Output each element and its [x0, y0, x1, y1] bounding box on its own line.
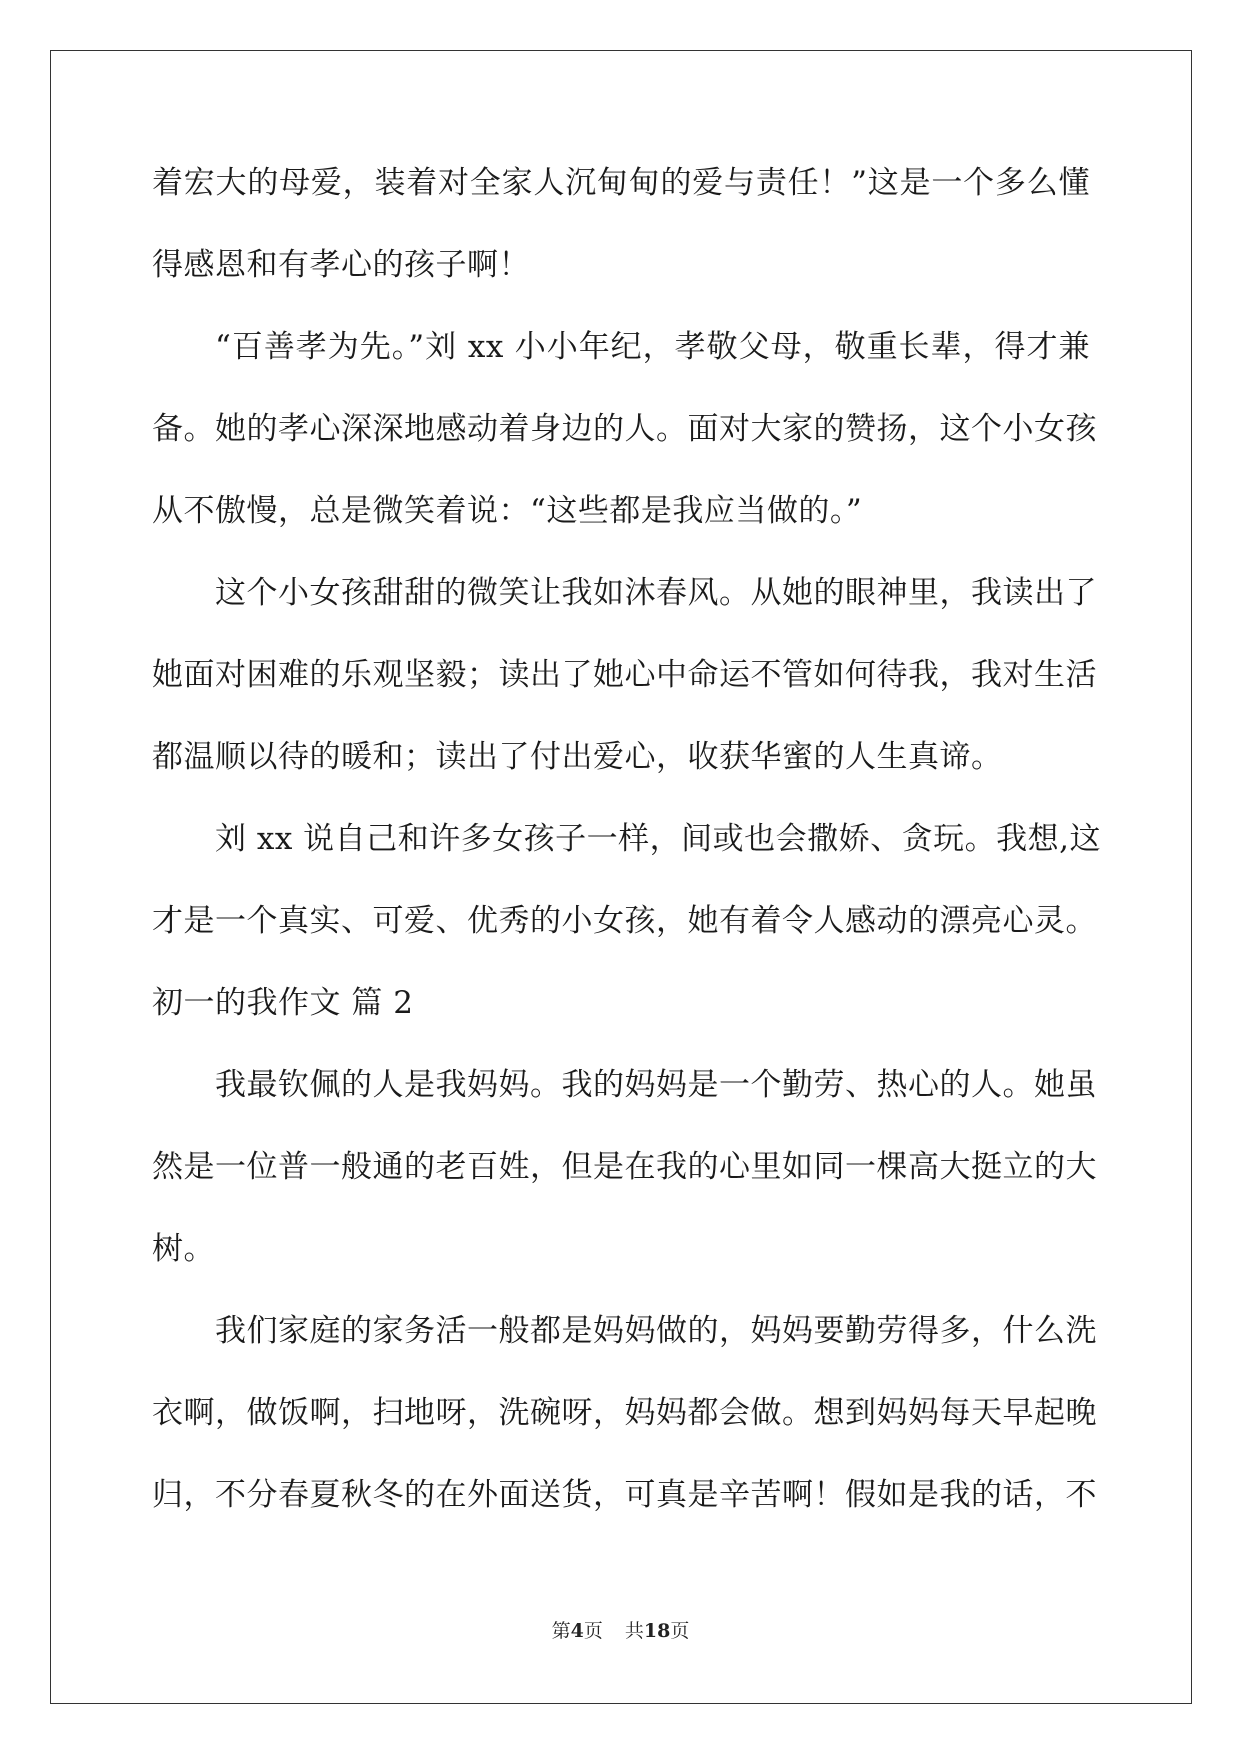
text-line: 都温顺以待的暖和；读出了付出爱心，收获华蜜的人生真谛。	[152, 739, 1003, 775]
text-line: 才是一个真实、可爱、优秀的小女孩，她有着令人感动的漂亮心灵。	[152, 903, 1097, 939]
page-footer	[0, 1616, 1241, 1643]
total-prefix: 共	[624, 1620, 644, 1642]
text-line: 我们家庭的家务活一般都是妈妈做的，妈妈要勤劳得多，什么洗	[215, 1313, 1097, 1349]
page-prefix: 第	[551, 1620, 571, 1642]
document-body	[152, 162, 1102, 1556]
text-line: 衣啊，做饭啊，扫地呀，洗碗呀，妈妈都会做。想到妈妈每天早起晚	[152, 1395, 1097, 1431]
text-line: 然是一位普一般通的老百姓，但是在我的心里如同一棵高大挺立的大	[152, 1149, 1097, 1185]
text-line: 着宏大的母爱，装着对全家人沉甸甸的爱与责任！”这是一个多么懂	[152, 165, 1090, 201]
text-line: “百善孝为先。”刘 xx 小小年纪，孝敬父母，敬重长辈，得才兼	[215, 329, 1090, 365]
text-line: 从不傲慢，总是微笑着说：“这些都是我应当做的。”	[152, 493, 863, 529]
text-line: 备。她的孝心深深地感动着身边的人。面对大家的赞扬，这个小女孩	[152, 411, 1097, 447]
text-line: 树。	[152, 1231, 215, 1267]
text-line: 归，不分春夏秋冬的在外面送货，可真是辛苦啊！假如是我的话，不	[152, 1477, 1097, 1513]
text-line: 刘 xx 说自己和许多女孩子一样，间或也会撒娇、贪玩。我想,这	[215, 821, 1102, 857]
text-line: 得感恩和有孝心的孩子啊！	[152, 247, 530, 283]
text-line: 她面对困难的乐观坚毅；读出了她心中命运不管如何待我，我对生活	[152, 657, 1097, 693]
total-suffix: 页	[670, 1620, 690, 1642]
text-line: 这个小女孩甜甜的微笑让我如沐春风。从她的眼神里，我读出了	[215, 575, 1097, 611]
text-line: 我最钦佩的人是我妈妈。我的妈妈是一个勤劳、热心的人。她虽	[215, 1067, 1097, 1103]
page-suffix: 页	[583, 1620, 603, 1642]
section-heading: 初一的我作文 篇 2	[152, 985, 414, 1021]
page-current: 4	[570, 1620, 584, 1642]
page-total: 18	[643, 1620, 671, 1642]
